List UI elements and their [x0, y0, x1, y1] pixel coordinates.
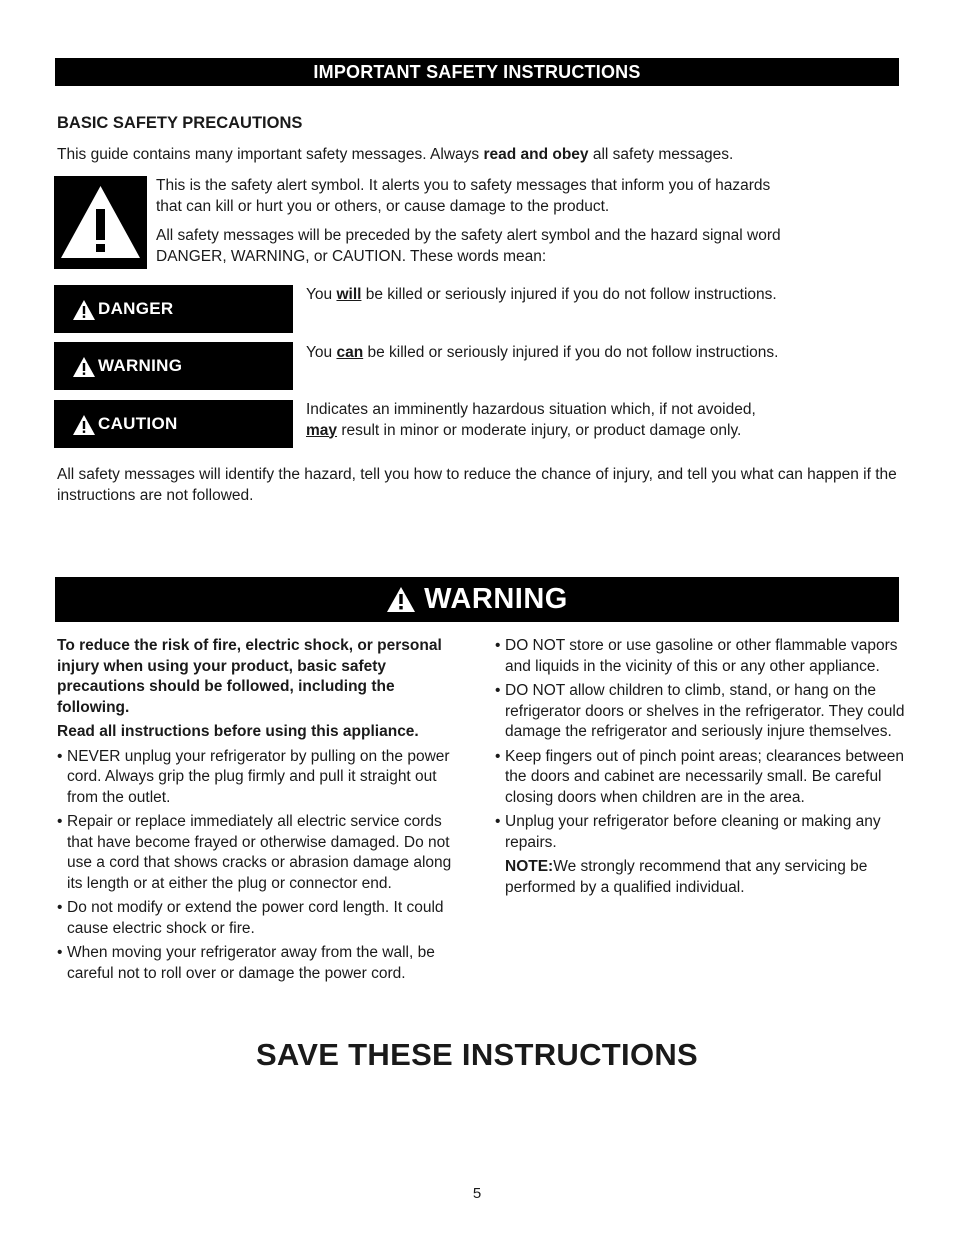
list-item: • NEVER unplug your refrigerator by pulling on the power cord. Always grip the plug firmly and pull it straight out from the outlet. — [57, 747, 450, 806]
alert-triangle-icon — [72, 299, 96, 321]
alert-paragraph-1: This is the safety alert symbol. It alerts you to safety messages that inform you of hazards that can kill or hurt you or others, or cause damage to the product. — [156, 177, 771, 215]
list-item: • When moving your refrigerator away from the wall, be careful not to roll over or damage the power cord. — [57, 944, 435, 982]
safety-alert-symbol — [54, 176, 147, 269]
header-banner: IMPORTANT SAFETY INSTRUCTIONS — [55, 58, 899, 86]
summary-text: All safety messages will identify the hazard, tell you how to reduce the chance of injury, and tell you what can happen if the instructions are not followed. — [57, 466, 897, 504]
alert-triangle-icon — [54, 176, 147, 269]
list-item: • Keep fingers out of pinch point areas; clearances between the doors and cabinet are necessarily small. Be careful closing doors when children are in the area. — [495, 747, 904, 806]
alert-triangle-icon — [386, 586, 416, 613]
list-item: • Repair or replace immediately all electric service cords that have become frayed or otherwise damaged. Do not use a cord that shows cracks or abrasion damage along its length or at either the plug or connector end. — [57, 813, 452, 892]
danger-label: DANGER — [54, 285, 293, 333]
warning-right-column — [495, 636, 905, 898]
danger-description: You will be killed or seriously injured if you do not follow instructions. — [306, 286, 777, 303]
alert-triangle-icon — [72, 414, 96, 436]
alert-triangle-icon — [72, 356, 96, 378]
list-item: • Do not modify or extend the power cord length. It could cause electric shock or fire. — [57, 899, 444, 937]
alert-paragraph-2: All safety messages will be preceded by the safety alert symbol and the hazard signal word DANGER, WARNING, or CAUTION. These words mean: — [156, 227, 781, 265]
warning-read-instructions: Read all instructions before using this appliance. — [57, 723, 419, 740]
list-item: • Unplug your refrigerator before cleaning or making any repairs. — [495, 813, 881, 851]
note: NOTE:We strongly recommend that any servicing be performed by a qualified individual. — [505, 858, 868, 896]
section-title: BASIC SAFETY PRECAUTIONS — [57, 114, 303, 132]
caution-label: CAUTION — [54, 400, 293, 448]
save-instructions-heading: SAVE THESE INSTRUCTIONS — [255, 1037, 699, 1072]
warning-left-column — [57, 636, 467, 988]
intro-text: This guide contains many important safety messages. Always read and obey all safety messages. — [57, 146, 734, 163]
caution-description: Indicates an imminently hazardous situation which, if not avoided, may result in minor or moderate injury, or product damage only. — [306, 401, 756, 439]
warning-lead: To reduce the risk of fire, electric shock, or personal injury when using your product, basic safety precautions should be followed, including the following. — [57, 637, 442, 716]
warning-label: WARNING — [54, 342, 293, 390]
list-item: • DO NOT allow children to climb, stand, or hang on the refrigerator doors or shelves in the refrigerator. They could damage the refrigerator and seriously injure themselves. — [495, 682, 905, 740]
warning-description: You can be killed or seriously injured if you do not follow instructions. — [306, 344, 779, 361]
page-number: 5 — [472, 1185, 482, 1202]
warning-banner: WARNING — [55, 577, 899, 622]
list-item: • DO NOT store or use gasoline or other flammable vapors and liquids in the vicinity of this or any other appliance. — [495, 637, 898, 675]
